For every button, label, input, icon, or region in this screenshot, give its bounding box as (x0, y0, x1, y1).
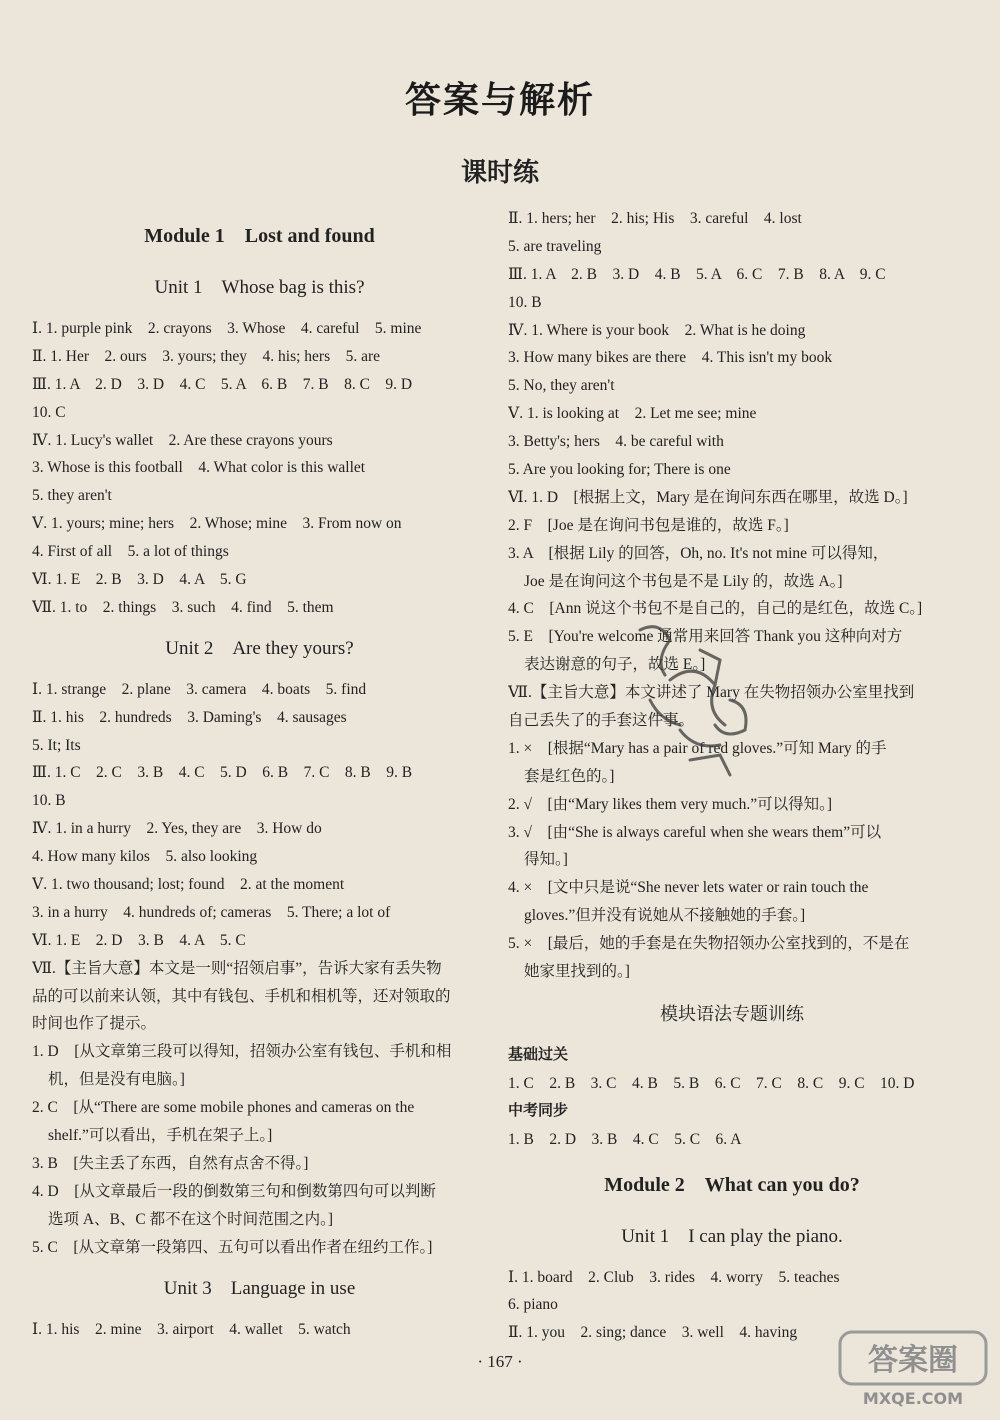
answer-line: gloves.”但并没有说她从不接触她的手套。] (524, 907, 806, 925)
unit-heading: Unit 1 I can play the piano. (621, 1225, 843, 1247)
answer-line: 3. How many bikes are there 4. This isn't my book (508, 349, 833, 367)
sub-label: 中考同步 (508, 1102, 569, 1119)
sub-label: 基础过关 (508, 1046, 569, 1063)
answer-line: 2. √ [由“Mary likes them very much.”可以得知。] (508, 795, 833, 813)
answer-line: 3. Whose is this football 4. What color is this wallet (32, 459, 366, 477)
answer-line: Ⅲ. 1. A 2. B 3. D 4. B 5. A 6. C 7. B 8. A 9. C (508, 265, 886, 283)
answer-line: Ⅰ. 1. purple pink 2. crayons 3. Whose 4. careful 5. mine (32, 320, 422, 337)
answer-line: 得知。] (524, 851, 568, 869)
answer-line: Ⅶ. 1. to 2. things 3. such 4. find 5. them (32, 598, 334, 616)
answer-line: Ⅵ. 1. E 2. D 3. B 4. A 5. C (32, 931, 246, 949)
answer-line: 1. C 2. B 3. C 4. B 5. B 6. C 7. C 8. C 9. C 10. D (508, 1074, 915, 1092)
answer-line: 1. × [根据“Mary has a pair of red gloves.”可知 Mary 的手 (508, 739, 887, 757)
answer-line: 10. B (32, 792, 66, 810)
answer-line: Ⅱ. 1. you 2. sing; dance 3. well 4. having (508, 1324, 798, 1342)
answer-line: 4. How many kilos 5. also looking (32, 848, 258, 866)
answer-line: 10. C (32, 403, 66, 421)
answer-line: Ⅵ. 1. D [根据上文，Mary 是在询问东西在哪里，故选 D。] (508, 488, 908, 506)
module-heading: Module 1 Lost and found (144, 225, 375, 247)
answer-line: 5. It; Its (32, 736, 81, 754)
answer-line: Ⅱ. 1. hers; her 2. his; His 3. careful 4. lost (508, 210, 802, 227)
unit-heading: Unit 3 Language in use (163, 1277, 356, 1299)
page-number: · 167 · (477, 1352, 523, 1371)
answer-line: Ⅴ. 1. is looking at 2. Let me see; mine (508, 405, 757, 423)
answer-line: 10. B (508, 293, 542, 311)
answer-line: 2. C [从“There are some mobile phones and cameras on the (32, 1099, 415, 1117)
answer-line: 3. in a hurry 4. hundreds of; cameras 5. There; a lot of (32, 903, 391, 921)
answer-line: 选项 A、B、C 都不在这个时间范围之内。] (48, 1210, 334, 1228)
answer-line: 3. Betty's; hers 4. be careful with (508, 433, 724, 451)
answer-line: 4. First of all 5. a lot of things (32, 543, 229, 561)
page-title: 答案与解析 (404, 80, 595, 121)
answer-line: Ⅴ. 1. two thousand; lost; found 2. at the moment (32, 876, 345, 894)
answer-line: 机，但是没有电脑。] (48, 1071, 185, 1089)
answer-line: 5. × [最后，她的手套是在失物招领办公室找到的，不是在 (508, 935, 910, 953)
module-heading: Module 2 What can you do? (604, 1173, 860, 1196)
answer-line: 3. B [失主丢了东西，自然有点舍不得。] (32, 1154, 309, 1172)
answer-line: 5. No, they aren't (508, 377, 615, 395)
answer-line: 6. piano (508, 1296, 558, 1314)
answer-line: 3. √ [由“She is always careful when she wears them”可以 (508, 823, 882, 841)
answer-line: Ⅰ. 1. board 2. Club 3. rides 4. worry 5. teaches (508, 1268, 840, 1286)
answer-line: Ⅱ. 1. his 2. hundreds 3. Daming's 4. sausages (32, 708, 347, 726)
answer-line: 4. D [从文章最后一段的倒数第三句和倒数第四句可以判断 (32, 1182, 436, 1200)
site-watermark-logo (838, 1330, 988, 1410)
answer-line: Ⅶ.【主旨大意】本文讲述了 Mary 在失物招领办公室里找到 (508, 684, 915, 702)
answer-line: Ⅵ. 1. E 2. B 3. D 4. A 5. G (32, 571, 247, 589)
answer-line: Ⅰ. 1. strange 2. plane 3. camera 4. boats 5. find (32, 680, 367, 698)
unit-heading: Unit 1 Whose bag is this? (154, 277, 365, 298)
left-column (32, 205, 487, 1343)
answer-line: 自己丢失了的手套这件事。 (508, 712, 695, 730)
answer-line: Ⅶ.【主旨大意】本文是一则“招领启事”，告诉大家有丢失物 (32, 959, 442, 977)
answer-line: 表达谢意的句子，故选 E。] (524, 656, 706, 674)
unit-heading: Unit 2 Are they yours? (165, 637, 354, 659)
special-heading: 模块语法专题训练 (660, 1003, 804, 1024)
answer-line: Ⅲ. 1. A 2. D 3. D 4. C 5. A 6. B 7. B 8. C 9. D (32, 375, 413, 393)
answer-line: shelf.”可以看出，手机在架子上。] (48, 1127, 273, 1145)
answer-line: 5. C [从文章第一段第四、五句可以看出作者在纽约工作。] (32, 1238, 433, 1256)
answer-line: 4. C [Ann 说这个书包不是自己的，自己的是红色，故选 C。] (508, 600, 923, 618)
watermark-text: 答案圈 (868, 1343, 958, 1378)
answer-line: 她家里找到的。] (524, 963, 630, 981)
answer-line: 时间也作了提示。 (32, 1015, 157, 1033)
answer-line: 3. A [根据 Lily 的回答，Oh, no. It's not mine 可以得知， (508, 544, 889, 562)
answer-line: 2. F [Joe 是在询问书包是谁的，故选 F。] (508, 516, 789, 534)
answer-line: Ⅲ. 1. C 2. C 3. B 4. C 5. D 6. B 7. C 8. B 9. B (32, 764, 413, 782)
answer-line: 5. Are you looking for; There is one (508, 461, 731, 479)
answer-line: 品的可以前来认领，其中有钱包、手机和相机等，还对领取的 (32, 987, 451, 1005)
answer-line: 套是红色的。] (524, 767, 615, 785)
answer-line: 5. E [You're welcome 通常用来回答 Thank you 这种向对方 (508, 628, 903, 646)
answer-line: 1. D [从文章第三段可以得知，招领办公室有钱包、手机和相 (32, 1043, 452, 1061)
answer-line: 1. B 2. D 3. B 4. C 5. C 6. A (508, 1130, 742, 1148)
answer-line: 4. × [文中只是说“She never lets water or rain touch the (508, 879, 869, 897)
answer-line: Ⅱ. 1. Her 2. ours 3. yours; they 4. his; hers 5. are (32, 347, 381, 365)
section-title: 课时练 (460, 158, 539, 188)
answer-line: Ⅳ. 1. Lucy's wallet 2. Are these crayons yours (32, 431, 333, 449)
answer-line: Ⅰ. 1. his 2. mine 3. airport 4. wallet 5. watch (32, 1320, 351, 1338)
handwritten-stamp (610, 610, 780, 790)
watermark-url: MXQE.COM (862, 1389, 964, 1408)
answer-line: Ⅴ. 1. yours; mine; hers 2. Whose; mine 3. From now on (32, 515, 402, 533)
answer-line: 5. are traveling (508, 237, 602, 255)
answer-line: Ⅳ. 1. Where is your book 2. What is he doing (508, 321, 806, 339)
answer-line: 5. they aren't (32, 487, 112, 505)
answer-line: Joe 是在询问这个书包是不是 Lily 的，故选 A。] (524, 572, 843, 590)
answer-line: Ⅳ. 1. in a hurry 2. Yes, they are 3. How do (32, 820, 322, 838)
